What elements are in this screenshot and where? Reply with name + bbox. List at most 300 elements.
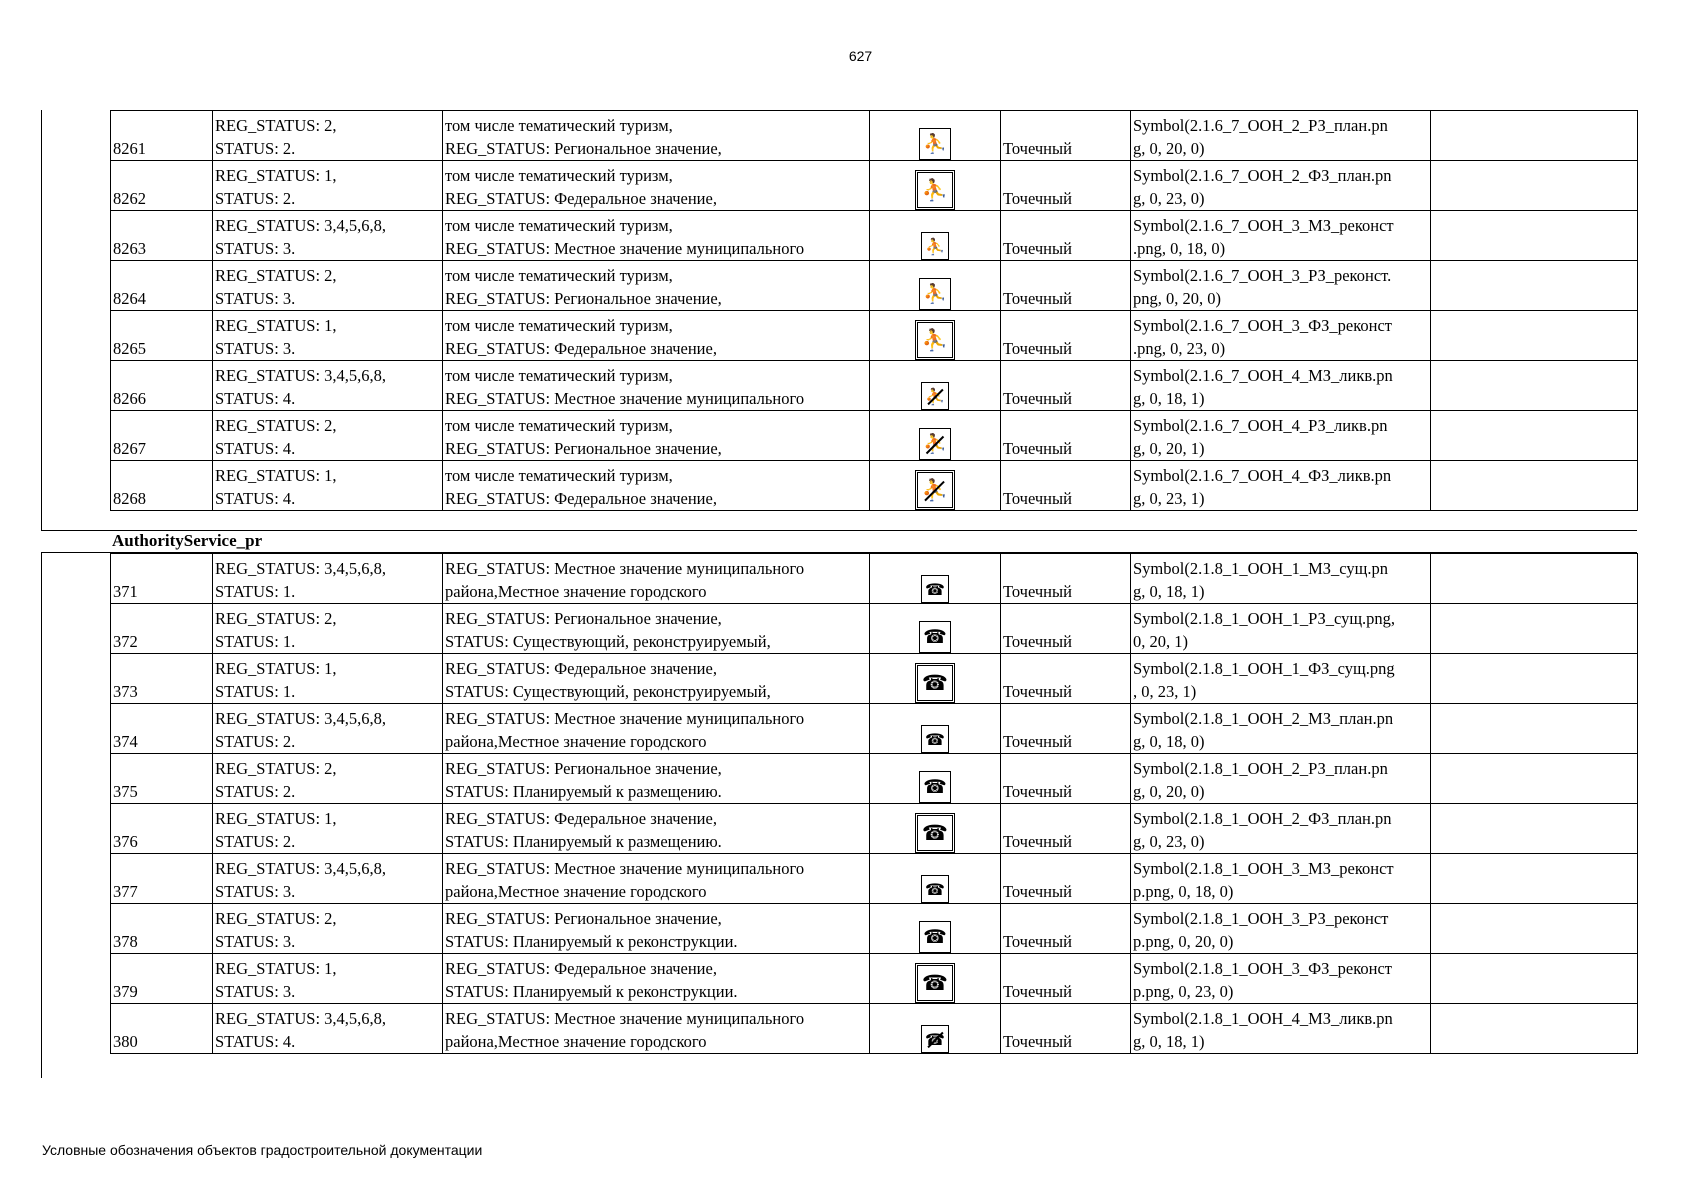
telephone-icon: ☎ [919,621,951,653]
symbol-expression-line-1: Symbol(2.1.8_1_ООН_4_МЗ_ликв.pn [1133,1009,1393,1028]
status-text: STATUS: 4. [215,1032,296,1051]
description-line-1: REG_STATUS: Региональное значение, [445,609,722,628]
telephone-icon: ☎ [915,813,955,853]
symbol-preview-cell [870,411,1001,461]
telephone-icon: ☎ [921,575,949,603]
description-line-2: STATUS: Существующий, реконструируемый, [445,632,771,651]
status-text: STATUS: 4. [215,489,296,508]
description-line-1: REG_STATUS: Федеральное значение, [445,809,717,828]
telephone-icon: ☎ [921,875,949,903]
status-cell [213,261,443,311]
symbol-expression-line-2: g, 0, 23, 1) [1133,489,1205,508]
geometry-type: Точечный [1003,732,1072,751]
symbol-expression-cell [1131,704,1431,754]
geometry-type: Точечный [1003,982,1072,1001]
reg-status-text: REG_STATUS: 3,4,5,6,8, [215,559,387,578]
symbol-expression-cell [1131,604,1431,654]
symbol-preview-cell [870,554,1001,604]
description-line-2: STATUS: Планируемый к размещению. [445,832,722,851]
symbol-expression-line-2: g, 0, 23, 0) [1133,189,1205,208]
geometry-type: Точечный [1003,682,1072,701]
row-id: 8264 [113,289,146,308]
empty-cell [1431,161,1638,211]
row-id-cell [111,161,213,211]
symbol-expression-cell [1131,461,1431,511]
row-id-cell [111,411,213,461]
description-line-2: района,Местное значение городского [445,732,707,751]
symbol-preview-cell [870,804,1001,854]
reg-status-text: REG_STATUS: 2, [215,416,337,435]
description-line-1: том числе тематический туризм, [445,116,673,135]
tourism-icon: ⛹ [919,278,951,310]
geometry-type-cell [1001,754,1131,804]
section-divider-top [41,530,1637,531]
status-text: STATUS: 3. [215,289,296,308]
symbol-expression-cell [1131,411,1431,461]
geometry-type-cell [1001,411,1131,461]
symbol-expression-line-1: Symbol(2.1.6_7_ООН_4_МЗ_ликв.pn [1133,366,1393,385]
empty-cell [1431,1004,1638,1054]
reg-status-text: REG_STATUS: 2, [215,116,337,135]
description-cell [443,111,870,161]
symbol-preview-cell [870,161,1001,211]
symbol-expression-cell [1131,904,1431,954]
symbol-expression-line-2: , 0, 23, 1) [1133,682,1197,701]
status-text: STATUS: 2. [215,139,296,158]
symbol-expression-line-1: Symbol(2.1.6_7_ООН_2_РЗ_план.pn [1133,116,1388,135]
symbol-expression-line-2: g, 0, 18, 1) [1133,389,1205,408]
status-cell [213,654,443,704]
symbol-expression-cell [1131,554,1431,604]
geometry-type-cell [1001,211,1131,261]
symbol-expression-line-2: g, 0, 18, 0) [1133,732,1205,751]
status-text: STATUS: 2. [215,189,296,208]
left-margin-line-bottom [41,553,42,1078]
tourism-icon: ⛹ [915,170,955,210]
status-cell [213,361,443,411]
geometry-type-cell [1001,854,1131,904]
table-row [111,704,1638,754]
description-line-2: STATUS: Планируемый к реконструкции. [445,932,738,951]
row-id: 377 [113,882,138,901]
status-cell [213,411,443,461]
symbol-preview-cell [870,461,1001,511]
status-text: STATUS: 2. [215,732,296,751]
geometry-type-cell [1001,111,1131,161]
geometry-type: Точечный [1003,782,1072,801]
footer-caption: Условные обозначения объектов градостроительной документации [42,1142,483,1158]
telephone-icon: ☎ [921,1025,949,1053]
status-text: STATUS: 3. [215,932,296,951]
row-id-cell [111,904,213,954]
row-id-cell [111,361,213,411]
tourism-icon: ⛹ [921,232,949,260]
geometry-type: Точечный [1003,1032,1072,1051]
status-cell [213,854,443,904]
symbol-preview-cell [870,1004,1001,1054]
row-id: 372 [113,632,138,651]
row-id-cell [111,461,213,511]
tourism-icon: ⛹ [919,428,951,460]
reg-status-text: REG_STATUS: 3,4,5,6,8, [215,1009,387,1028]
status-cell [213,554,443,604]
description-line-2: района,Местное значение городского [445,882,707,901]
symbol-expression-line-1: Symbol(2.1.8_1_ООН_3_ФЗ_реконст [1133,959,1393,978]
symbol-expression-cell [1131,161,1431,211]
description-line-1: REG_STATUS: Федеральное значение, [445,659,717,678]
reg-status-text: REG_STATUS: 2, [215,609,337,628]
status-cell [213,604,443,654]
status-text: STATUS: 1. [215,632,296,651]
row-id: 376 [113,832,138,851]
symbol-expression-line-1: Symbol(2.1.6_7_ООН_4_РЗ_ликв.pn [1133,416,1388,435]
description-line-1: том числе тематический туризм, [445,366,673,385]
symbol-expression-line-1: Symbol(2.1.8_1_ООН_1_РЗ_сущ.png, [1133,609,1396,628]
status-cell [213,754,443,804]
geometry-type-cell [1001,554,1131,604]
reg-status-text: REG_STATUS: 1, [215,166,337,185]
empty-cell [1431,311,1638,361]
row-id: 8261 [113,139,146,158]
status-cell [213,211,443,261]
description-cell [443,261,870,311]
status-text: STATUS: 3. [215,339,296,358]
geometry-type: Точечный [1003,139,1072,158]
symbol-expression-line-2: g, 0, 23, 0) [1133,832,1205,851]
telephone-icon: ☎ [919,771,951,803]
reg-status-text: REG_STATUS: 3,4,5,6,8, [215,216,387,235]
geometry-type-cell [1001,804,1131,854]
description-cell [443,461,870,511]
status-cell [213,311,443,361]
table-row [111,904,1638,954]
status-text: STATUS: 2. [215,832,296,851]
symbol-expression-line-2: g, 0, 18, 1) [1133,582,1205,601]
geometry-type: Точечный [1003,832,1072,851]
geometry-type-cell [1001,311,1131,361]
symbol-preview-cell [870,361,1001,411]
symbol-expression-line-1: Symbol(2.1.6_7_ООН_2_ФЗ_план.pn [1133,166,1392,185]
description-line-2: REG_STATUS: Федеральное значение, [445,339,717,358]
geometry-type-cell [1001,261,1131,311]
row-id-cell [111,954,213,1004]
status-cell [213,704,443,754]
symbol-expression-line-2: р.png, 0, 23, 0) [1133,982,1234,1001]
empty-cell [1431,954,1638,1004]
description-cell [443,754,870,804]
description-cell [443,604,870,654]
status-text: STATUS: 3. [215,982,296,1001]
telephone-icon: ☎ [915,963,955,1003]
row-id: 378 [113,932,138,951]
status-text: STATUS: 3. [215,882,296,901]
symbol-expression-cell [1131,1004,1431,1054]
row-id: 375 [113,782,138,801]
symbol-expression-line-2: р.png, 0, 20, 0) [1133,932,1234,951]
symbol-expression-line-1: Symbol(2.1.8_1_ООН_2_РЗ_план.pn [1133,759,1388,778]
table-row [111,804,1638,854]
symbol-expression-line-1: Symbol(2.1.6_7_ООН_3_РЗ_реконст. [1133,266,1392,285]
symbol-preview-cell [870,704,1001,754]
symbol-expression-line-2: png, 0, 20, 0) [1133,289,1221,308]
tourism-icon: ⛹ [915,320,955,360]
status-text: STATUS: 1. [215,682,296,701]
reg-status-text: REG_STATUS: 1, [215,659,337,678]
reg-status-text: REG_STATUS: 1, [215,959,337,978]
description-line-1: том числе тематический туризм, [445,266,673,285]
status-text: STATUS: 1. [215,582,296,601]
description-line-1: REG_STATUS: Местное значение муниципального [445,559,805,578]
symbol-expression-cell [1131,754,1431,804]
symbol-expression-line-1: Symbol(2.1.6_7_ООН_3_ФЗ_реконст [1133,316,1393,335]
table-row [111,954,1638,1004]
symbol-expression-line-2: g, 0, 20, 0) [1133,139,1205,158]
row-id-cell [111,704,213,754]
status-text: STATUS: 4. [215,389,296,408]
status-cell [213,161,443,211]
symbol-expression-line-2: g, 0, 18, 1) [1133,1032,1205,1051]
reg-status-text: REG_STATUS: 2, [215,266,337,285]
row-id: 8268 [113,489,146,508]
tourism-icon: ⛹ [919,128,951,160]
symbol-expression-line-1: Symbol(2.1.8_1_ООН_2_МЗ_план.pn [1133,709,1394,728]
reg-status-text: REG_STATUS: 3,4,5,6,8, [215,366,387,385]
row-id-cell [111,111,213,161]
status-text: STATUS: 4. [215,439,296,458]
description-line-1: том числе тематический туризм, [445,166,673,185]
description-cell [443,704,870,754]
symbol-expression-line-2: 0, 20, 1) [1133,632,1188,651]
row-id-cell [111,854,213,904]
empty-cell [1431,604,1638,654]
row-id: 8263 [113,239,146,258]
description-line-1: том числе тематический туризм, [445,316,673,335]
description-cell [443,904,870,954]
symbols-table-authority-service [110,553,1638,1054]
symbol-expression-cell [1131,211,1431,261]
symbol-expression-line-1: Symbol(2.1.8_1_ООН_1_ФЗ_сущ.png [1133,659,1395,678]
reg-status-text: REG_STATUS: 3,4,5,6,8, [215,709,387,728]
reg-status-text: REG_STATUS: 1, [215,809,337,828]
symbol-preview-cell [870,954,1001,1004]
reg-status-text: REG_STATUS: 3,4,5,6,8, [215,859,387,878]
symbol-expression-cell [1131,804,1431,854]
description-cell [443,854,870,904]
table-row [111,754,1638,804]
description-cell [443,311,870,361]
empty-cell [1431,361,1638,411]
table-row [111,361,1638,411]
description-cell [443,161,870,211]
description-line-2: STATUS: Существующий, реконструируемый, [445,682,771,701]
table-row [111,161,1638,211]
status-cell [213,904,443,954]
geometry-type: Точечный [1003,932,1072,951]
symbol-expression-cell [1131,361,1431,411]
telephone-icon: ☎ [921,725,949,753]
empty-cell [1431,804,1638,854]
geometry-type: Точечный [1003,289,1072,308]
page-number: 627 [848,48,873,64]
empty-cell [1431,411,1638,461]
status-text: STATUS: 2. [215,782,296,801]
row-id: 379 [113,982,138,1001]
row-id-cell [111,261,213,311]
description-line-2: REG_STATUS: Федеральное значение, [445,189,717,208]
symbol-expression-line-2: .png, 0, 23, 0) [1133,339,1226,358]
row-id-cell [111,654,213,704]
description-cell [443,554,870,604]
row-id-cell [111,604,213,654]
geometry-type-cell [1001,361,1131,411]
row-id: 373 [113,682,138,701]
row-id-cell [111,554,213,604]
table-row [111,854,1638,904]
description-line-2: STATUS: Планируемый к размещению. [445,782,722,801]
status-cell [213,804,443,854]
reg-status-text: REG_STATUS: 1, [215,466,337,485]
table-row [111,211,1638,261]
status-cell [213,1004,443,1054]
symbol-preview-cell [870,261,1001,311]
status-text: STATUS: 3. [215,239,296,258]
description-line-2: REG_STATUS: Региональное значение, [445,439,722,458]
description-line-2: REG_STATUS: Федеральное значение, [445,489,717,508]
row-id-cell [111,754,213,804]
row-id: 8267 [113,439,146,458]
empty-cell [1431,854,1638,904]
symbol-expression-line-1: Symbol(2.1.8_1_ООН_2_ФЗ_план.pn [1133,809,1392,828]
symbol-preview-cell [870,211,1001,261]
geometry-type: Точечный [1003,239,1072,258]
symbol-expression-cell [1131,311,1431,361]
description-line-2: REG_STATUS: Местное значение муниципального [445,239,805,258]
table-row [111,311,1638,361]
description-line-2: REG_STATUS: Региональное значение, [445,289,722,308]
geometry-type-cell [1001,704,1131,754]
row-id: 8265 [113,339,146,358]
table-row [111,1004,1638,1054]
description-line-1: том числе тематический туризм, [445,466,673,485]
geometry-type: Точечный [1003,632,1072,651]
empty-cell [1431,554,1638,604]
symbol-expression-cell [1131,111,1431,161]
description-line-2: REG_STATUS: Региональное значение, [445,139,722,158]
symbol-preview-cell [870,311,1001,361]
row-id: 380 [113,1032,138,1051]
reg-status-text: REG_STATUS: 1, [215,316,337,335]
symbol-preview-cell [870,111,1001,161]
table-row [111,111,1638,161]
symbol-expression-line-1: Symbol(2.1.8_1_ООН_3_РЗ_реконст [1133,909,1389,928]
status-cell [213,111,443,161]
geometry-type-cell [1001,1004,1131,1054]
description-line-1: REG_STATUS: Местное значение муниципального [445,859,805,878]
reg-status-text: REG_STATUS: 2, [215,909,337,928]
empty-cell [1431,754,1638,804]
symbol-preview-cell [870,854,1001,904]
symbol-expression-line-2: g, 0, 20, 0) [1133,782,1205,801]
description-line-1: REG_STATUS: Федеральное значение, [445,959,717,978]
description-line-1: том числе тематический туризм, [445,216,673,235]
symbol-expression-line-1: Symbol(2.1.8_1_ООН_1_МЗ_сущ.pn [1133,559,1388,578]
empty-cell [1431,461,1638,511]
description-cell [443,211,870,261]
empty-cell [1431,111,1638,161]
status-cell [213,461,443,511]
tourism-icon: ⛹ [921,382,949,410]
geometry-type-cell [1001,904,1131,954]
symbol-preview-cell [870,604,1001,654]
table-row [111,604,1638,654]
symbol-expression-line-2: .png, 0, 18, 0) [1133,239,1226,258]
geometry-type-cell [1001,461,1131,511]
row-id-cell [111,211,213,261]
description-line-1: REG_STATUS: Региональное значение, [445,909,722,928]
geometry-type: Точечный [1003,339,1072,358]
table-row [111,654,1638,704]
symbol-preview-cell [870,754,1001,804]
geometry-type-cell [1001,654,1131,704]
empty-cell [1431,261,1638,311]
symbol-expression-line-2: g, 0, 20, 1) [1133,439,1205,458]
row-id: 371 [113,582,138,601]
description-line-2: STATUS: Планируемый к реконструкции. [445,982,738,1001]
symbol-expression-line-1: Symbol(2.1.6_7_ООН_4_ФЗ_ликв.pn [1133,466,1392,485]
table-row [111,461,1638,511]
symbol-expression-cell [1131,854,1431,904]
description-line-2: района,Местное значение городского [445,582,707,601]
geometry-type: Точечный [1003,489,1072,508]
geometry-type: Точечный [1003,189,1072,208]
empty-cell [1431,211,1638,261]
status-cell [213,954,443,1004]
row-id: 8266 [113,389,146,408]
row-id-cell [111,1004,213,1054]
row-id-cell [111,311,213,361]
geometry-type-cell [1001,161,1131,211]
empty-cell [1431,704,1638,754]
geometry-type: Точечный [1003,582,1072,601]
symbol-expression-line-1: Symbol(2.1.6_7_ООН_3_МЗ_реконст [1133,216,1394,235]
row-id: 374 [113,732,138,751]
empty-cell [1431,654,1638,704]
description-line-1: том числе тематический туризм, [445,416,673,435]
description-line-1: REG_STATUS: Местное значение муниципального [445,709,805,728]
description-line-1: REG_STATUS: Региональное значение, [445,759,722,778]
description-line-1: REG_STATUS: Местное значение муниципального [445,1009,805,1028]
telephone-icon: ☎ [919,921,951,953]
symbol-expression-cell [1131,954,1431,1004]
symbol-preview-cell [870,654,1001,704]
geometry-type-cell [1001,604,1131,654]
description-cell [443,804,870,854]
row-id: 8262 [113,189,146,208]
geometry-type: Точечный [1003,439,1072,458]
symbol-preview-cell [870,904,1001,954]
row-id-cell [111,804,213,854]
table-row [111,411,1638,461]
symbol-expression-cell [1131,654,1431,704]
section-label: AuthorityService_pr [112,531,263,550]
symbol-expression-line-1: Symbol(2.1.8_1_ООН_3_МЗ_реконст [1133,859,1394,878]
description-cell [443,1004,870,1054]
description-line-2: REG_STATUS: Местное значение муниципального [445,389,805,408]
description-line-2: района,Местное значение городского [445,1032,707,1051]
description-cell [443,954,870,1004]
description-cell [443,361,870,411]
empty-cell [1431,904,1638,954]
